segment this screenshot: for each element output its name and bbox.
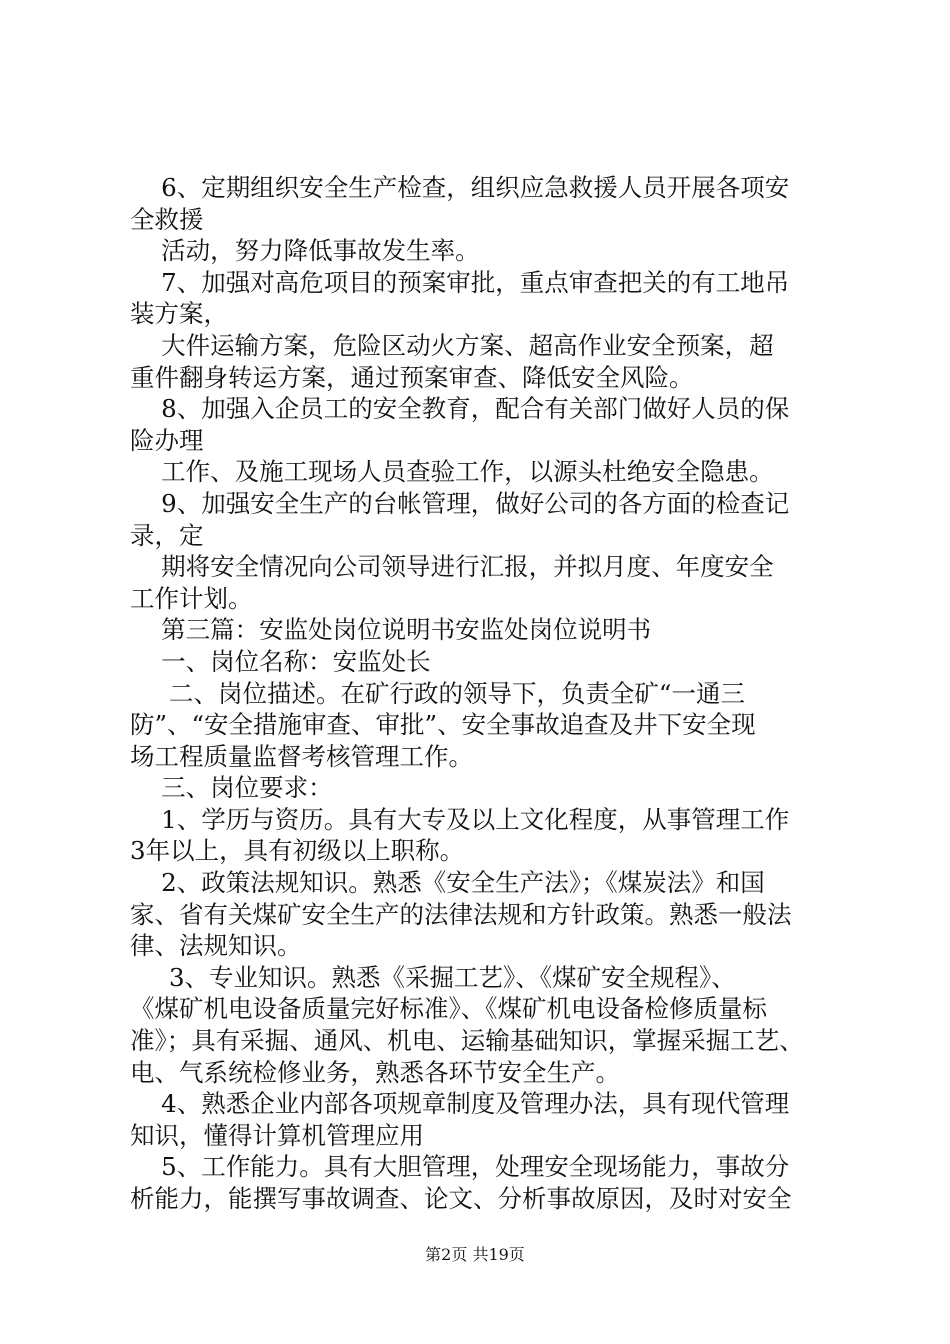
text-line: 家、省有关煤矿安全生产的法律法规和方针政策。熟悉一般法 xyxy=(130,899,792,929)
text-line: 6、定期组织安全生产检查，组织应急救援人员开展各项安 xyxy=(130,173,790,202)
text-line: 二、岗位描述。在矿行政的领导下，负责全矿“一通三 xyxy=(130,678,745,708)
page-footer: 第2页 共19页 xyxy=(425,1245,525,1264)
text-line: 析能力，能撰写事故调查、论文、分析事故原因，及时对安全 xyxy=(130,1184,792,1213)
text-line: 电、气系统检修业务，熟悉各环节安全生产。 xyxy=(130,1057,620,1087)
text-line: 录，定 xyxy=(130,520,204,550)
text-line: 3年以上，具有初级以上职称。 xyxy=(130,836,465,866)
text-line: 5、工作能力。具有大胆管理，处理安全现场能力，事故分 xyxy=(130,1152,790,1182)
text-line: 装方案， xyxy=(130,299,228,329)
text-line: 2、政策法规知识。熟悉《安全生产法》；《煤炭法》和国 xyxy=(130,868,765,898)
text-line: 场工程质量监督考核管理工作。 xyxy=(130,741,473,771)
text-line: 4、熟悉企业内部各项规章制度及管理办法，具有现代管理 xyxy=(130,1089,790,1119)
text-line: 准》；具有采掘、通风、机电、运输基础知识，掌握采掘工艺、 xyxy=(130,1026,804,1056)
text-line: 险办理 xyxy=(130,425,204,455)
text-line: 律、法规知识。 xyxy=(130,931,302,961)
text-line: 8、加强入企员工的安全教育，配合有关部门做好人员的保 xyxy=(130,394,790,424)
text-line: 三、岗位要求： xyxy=(130,773,333,803)
text-line: 第三篇：安监处岗位说明书安监处岗位说明书 xyxy=(130,615,652,645)
text-line: 工作计划。 xyxy=(130,583,253,613)
text-line: 7、加强对高危项目的预案审批，重点审查把关的有工地吊 xyxy=(130,267,790,297)
text-line: 重件翻身转运方案，通过预案审查、降低安全风险。 xyxy=(130,362,694,392)
document-body xyxy=(130,172,850,1215)
text-line: 工作、及施工现场人员查验工作，以源头杜绝安全隐患。 xyxy=(130,457,774,487)
text-line: 3、专业知识。熟悉《采掘工艺》、《煤矿安全规程》、 xyxy=(130,962,736,992)
text-line: 知识，懂得计算机管理应用 xyxy=(130,1120,424,1150)
text-line: 1、学历与资历。具有大专及以上文化程度，从事管理工作 xyxy=(130,804,790,834)
text-line: 防”、“安全措施审查、审批”、安全事故追查及井下安全现 xyxy=(130,710,756,740)
text-line: 期将安全情况向公司领导进行汇报，并拟月度、年度安全 xyxy=(130,552,774,582)
text-line: 一、岗位名称：安监处长 xyxy=(130,646,431,676)
text-line: 大件运输方案，危险区动火方案、超高作业安全预案，超 xyxy=(130,330,774,360)
text-line: 全救援 xyxy=(130,204,204,234)
text-line: 9、加强安全生产的台帐管理，做好公司的各方面的检查记 xyxy=(130,488,790,518)
text-line: 《煤矿机电设备质量完好标准》、《煤矿机电设备检修质量标 xyxy=(130,994,767,1024)
text-line: 活动，努力降低事故发生率。 xyxy=(130,236,480,266)
